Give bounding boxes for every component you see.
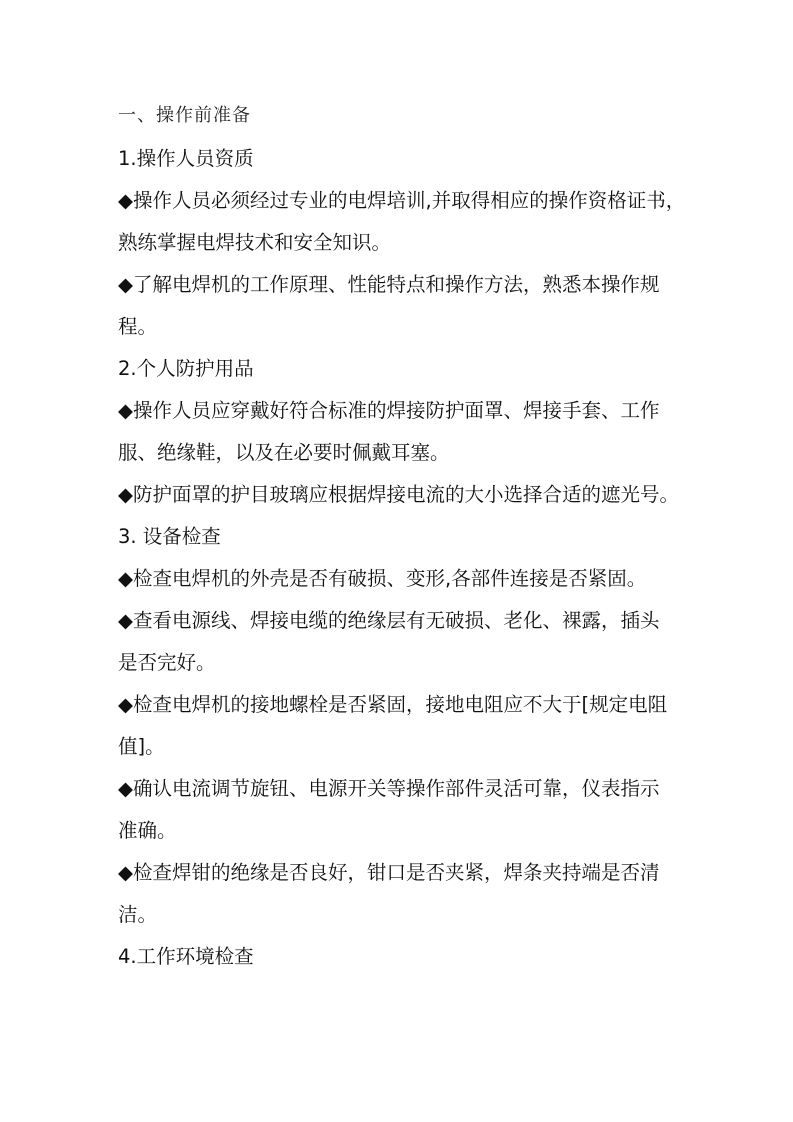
paragraph-line: 准确。 — [118, 819, 177, 842]
heading-operator-qualification: 1.操作人员资质 — [118, 147, 254, 170]
paragraph-line: ◆防护面罩的护目玻璃应根据焊接电流的大小选择合适的遮光号。 — [118, 483, 679, 506]
paragraph-line: ◆检查电焊机的接地螺栓是否紧固，接地电阻应不大于[规定电阻 — [118, 693, 668, 716]
paragraph-line: 熟练掌握电焊技术和安全知识。 — [118, 231, 392, 254]
heading-work-environment-check: 4.工作环境检查 — [118, 945, 254, 968]
paragraph-line: ◆了解电焊机的工作原理、性能特点和操作方法，熟悉本操作规 — [118, 273, 660, 296]
paragraph-line: 值]。 — [118, 735, 165, 758]
paragraph-line: 程。 — [118, 315, 158, 338]
heading-personal-protection: 2.个人防护用品 — [118, 357, 254, 380]
paragraph-line: 洁。 — [118, 903, 158, 926]
paragraph-line: ◆操作人员必须经过专业的电焊培训,并取得相应的操作资格证书， — [118, 189, 686, 212]
paragraph-line: ◆检查电焊机的外壳是否有破损、变形,各部件连接是否紧固。 — [118, 567, 647, 590]
paragraph-line: 是否完好。 — [118, 651, 216, 674]
paragraph-line: ◆确认电流调节旋钮、电源开关等操作部件灵活可靠，仪表指示 — [118, 777, 660, 800]
paragraph-line: ◆检查焊钳的绝缘是否良好，钳口是否夹紧，焊条夹持端是否清 — [118, 861, 660, 884]
paragraph-line: ◆查看电源线、焊接电缆的绝缘层有无破损、老化、裸露，插头 — [118, 609, 660, 632]
heading-equipment-check: 3. 设备检查 — [118, 525, 221, 548]
section-title: 一、操作前准备 — [118, 105, 251, 126]
paragraph-line: ◆操作人员应穿戴好符合标准的焊接防护面罩、焊接手套、工作 — [118, 399, 660, 422]
paragraph-line: 服、绝缘鞋，以及在必要时佩戴耳塞。 — [118, 441, 450, 464]
